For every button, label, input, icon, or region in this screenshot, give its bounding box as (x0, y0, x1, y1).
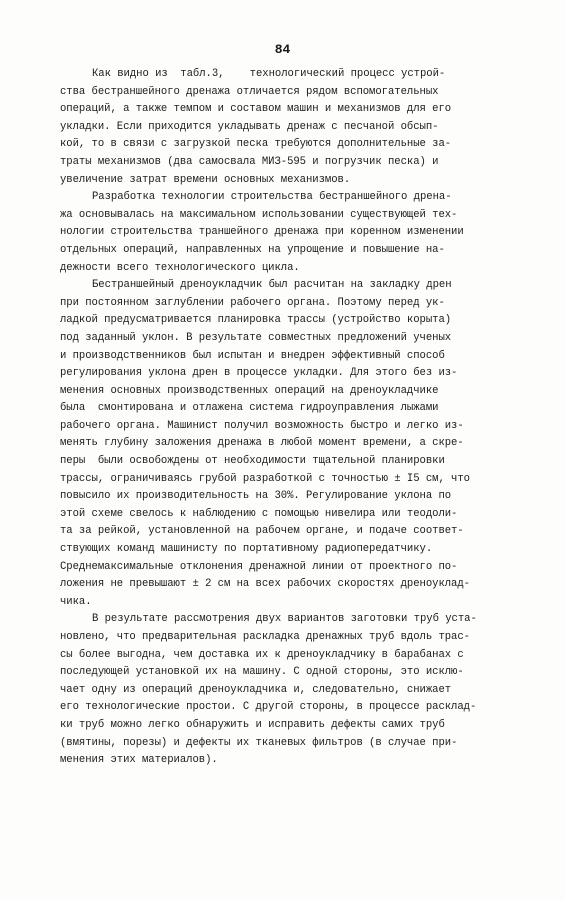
text-line: чика. (60, 595, 92, 608)
text-line: ладкой предусматривается планировка трассы (устройство корыта) (60, 314, 452, 327)
text-line: увеличение затрат времени основных механизмов. (60, 173, 351, 186)
text-line: новлено, что предварительная раскладка дренажных труб вдоль трас- (60, 631, 470, 643)
text-line: чает одну из операций дреноукладчика и, следовательно, снижает (60, 683, 452, 696)
text-line: при постоянном заглублении рабочего органа. Поэтому перед ук- (60, 296, 445, 309)
text-line: рабочего органа. Машинист получил возможность быстро и легко из- (60, 419, 464, 432)
text-line: укладки. Если приходится укладывать дренаж с песчаной обсып- (60, 120, 439, 133)
paragraph-3 (60, 277, 530, 611)
text-line: под заданный уклон. В результате совместных предложений ученых (60, 331, 452, 344)
text-line: этой схеме свелось к наблюдению с помощью нивелира или теодоли- (60, 507, 458, 520)
text-line: В результате рассмотрения двух вариантов заготовки труб уста- (92, 613, 477, 626)
text-line: операций, а также темпом и составом машин и механизмов для его (60, 103, 452, 116)
text-line: жа основывалась на максимальном использовании существующей тех- (60, 208, 458, 221)
text-line: его технологические простои. С другой стороны, в процессе расклад- (60, 701, 477, 714)
text-line: та за рейкой, установленной на рабочем органе, и подаче соответ- (60, 525, 464, 538)
text-line: регулирования уклона дрен в процессе укладки. Для этого без из- (60, 367, 458, 380)
text-line: Разработка технологии строительства бестраншейного дрена- (92, 191, 452, 204)
text-line: ствующих команд машинисту по портативному радиопередатчику. (60, 543, 433, 556)
text-line: ложения не превышают ± 2 см на всех рабочих скоростях дреноуклад- (60, 578, 470, 591)
text-line: трассы, ограничиваясь грубой разработкой с точностью ± I5 см, что (60, 472, 470, 485)
text-line: менения этих материалов). (60, 754, 218, 767)
paragraph-4 (60, 611, 530, 769)
body-text (60, 66, 530, 770)
paragraph-2 (60, 189, 530, 277)
text-line: кой, то в связи с загрузкой песка требуются дополнительные за- (60, 138, 452, 151)
text-line: траты механизмов (два самосвала МИЗ-595 и погрузчик песка) и (60, 155, 439, 168)
text-line: повысило их производительность на 30%. Регулирование уклона по (60, 490, 452, 503)
text-line: последующей установкой их на машину. С одной стороны, это исклю- (60, 666, 464, 679)
page-number: 84 (274, 42, 291, 57)
text-line: нологии строительства траншейного дренажа при коренном изменении (60, 226, 464, 239)
text-line: ства бестраншейного дренажа отличается рядом вспомогательных (60, 85, 439, 98)
text-line: дежности всего технологического цикла. (60, 261, 300, 274)
text-line: менения основных производственных операций на дреноукладчике (60, 384, 439, 397)
text-line: Как видно из табл.3, технологический процесс устрой- (92, 68, 446, 80)
text-line: менять глубину заложения дренажа в любой момент времени, а скре- (60, 437, 464, 450)
text-line: и производственников был испытан и внедрен эффективный способ (60, 349, 445, 362)
text-line: (вмятины, порезы) и дефекты их тканевых фильтров (в случае при- (60, 736, 458, 749)
text-line: Среднемаксимальные отклонения дренажной линии от проектного по- (60, 560, 458, 573)
paragraph-1 (60, 66, 530, 189)
text-line: сы более выгодна, чем доставка их к дреноукладчику в барабанах с (60, 648, 464, 661)
text-line: Бестраншейный дреноукладчик был расчитан на закладку дрен (92, 279, 452, 292)
text-line: перы были освобождены от необходимости тщательной планировки (60, 455, 445, 468)
text-line: отдельных операций, направленных на упрощение и повышение на- (60, 243, 445, 256)
text-line: ки труб можно легко обнаружить и исправить дефекты самих труб (60, 718, 445, 731)
text-line: была смонтирована и отлажена система гидроуправления лыжами (60, 402, 439, 415)
